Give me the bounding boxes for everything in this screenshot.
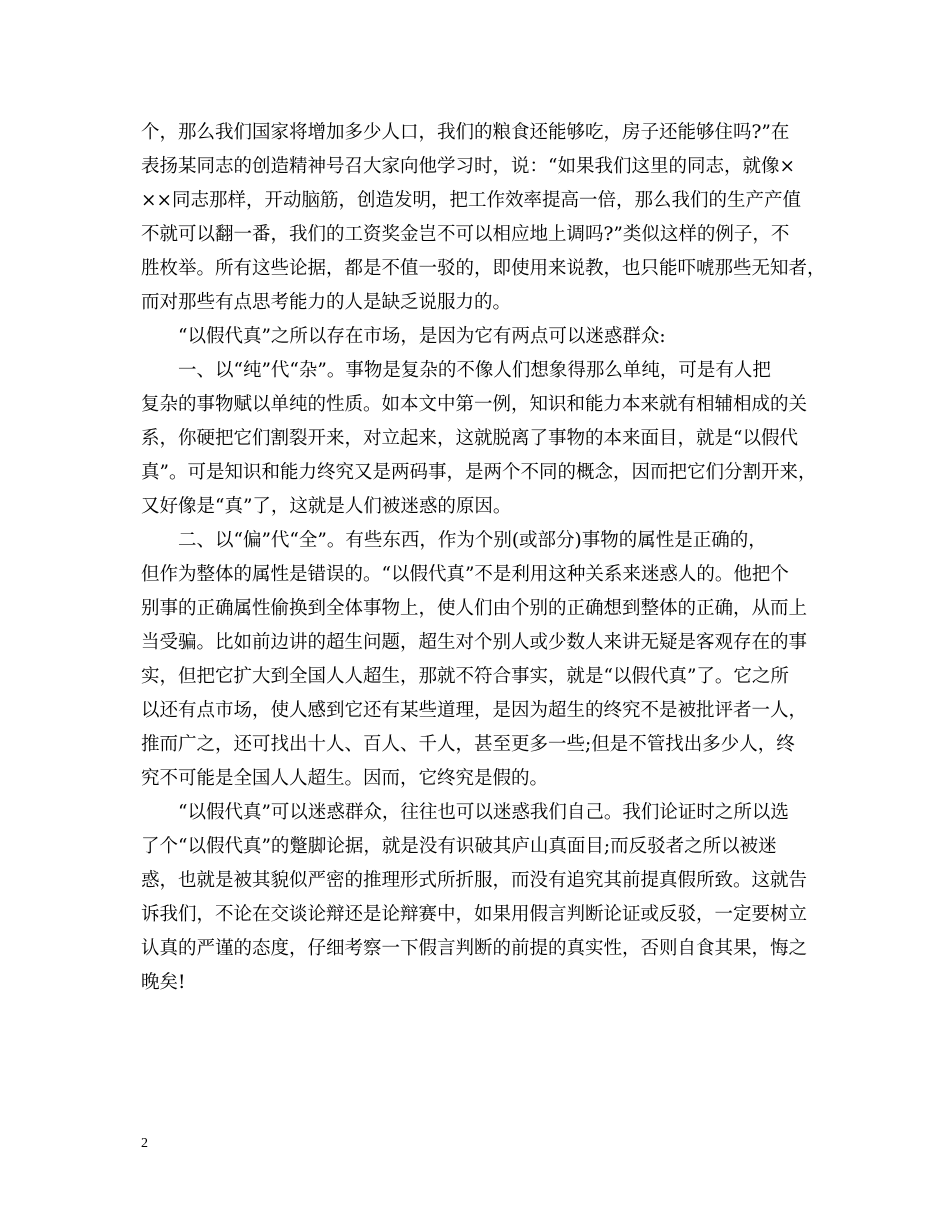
text-line: 究不可能是全国人人超生。因而，它终究是假的。: [141, 768, 549, 789]
text-line: 个，那么我们国家将增加多少人口，我们的粮食还能够吃，房子还能够住吗?”在: [141, 122, 790, 143]
paragraph-start-line: 二、以“偏”代“全”。有些东西，作为个别(或部分)事物的属性是正确的，: [178, 530, 767, 551]
text-line: 诉我们，不论在交谈论辩还是论辩赛中，如果用假言判断论证或反驳，一定要树立: [141, 904, 808, 925]
text-line: 推而广之，还可找出十人、百人、千人，甚至更多一些;但是不管找出多少人，终: [141, 734, 795, 755]
text-line: 系，你硬把它们割裂开来，对立起来，这就脱离了事物的本来面目，就是“以假代: [141, 428, 798, 449]
paragraph-start-line: 一、以“纯”代“杂”。事物是复杂的不像人们想象得那么单纯，可是有人把: [178, 360, 771, 381]
text-line: 晚矣!: [141, 972, 186, 993]
text-line: 表扬某同志的创造精神号召大家向他学习时，说：“如果我们这里的同志，就像×: [141, 156, 795, 177]
text-line: 当受骗。比如前边讲的超生问题，超生对个别人或少数人来讲无疑是客观存在的事: [141, 632, 808, 653]
text-line: 复杂的事物赋以单纯的性质。如本文中第一例，知识和能力本来就有相辅相成的关: [141, 394, 808, 415]
text-line: 但作为整体的属性是错误的。“以假代真”不是利用这种关系来迷惑人的。他把个: [141, 564, 789, 585]
paragraph-start-line: “以假代真”之所以存在市场，是因为它有两点可以迷惑群众:: [178, 326, 666, 347]
text-line: ××同志那样，开动脑筋，创造发明，把工作效率提高一倍，那么我们的生产产值: [141, 190, 802, 211]
text-line: 实，但把它扩大到全国人人超生，那就不符合事实，就是“以假代真”了。它之所: [141, 666, 789, 687]
text-line: 认真的严谨的态度，仔细考察一下假言判断的前提的真实性，否则自食其果，悔之: [141, 938, 808, 959]
text-line: 别事的正确属性偷换到全体事物上，使人们由个别的正确想到整体的正确，从而上: [141, 598, 808, 619]
text-line: 以还有点市场，使人感到它还有某些道理，是因为超生的终究不是被批评者一人，: [141, 700, 808, 721]
text-line: 惑，也就是被其貌似严密的推理形式所折服，而没有追究其前提真假所致。这就告: [141, 870, 808, 891]
page-number: 2: [141, 1136, 148, 1151]
document-body: [141, 116, 826, 1000]
paragraph-start-line: “以假代真”可以迷惑群众，往往也可以迷惑我们自己。我们论证时之所以选: [178, 802, 789, 823]
text-line: 又好像是“真”了，这就是人们被迷惑的原因。: [141, 496, 512, 517]
text-line: 真”。可是知识和能力终究又是两码事，是两个不同的概念，因而把它们分割开来，: [141, 462, 817, 483]
text-line: 了个“以假代真”的蹩脚论据，就是没有识破其庐山真面目;而反驳者之所以被迷: [141, 836, 777, 857]
text-line: 而对那些有点思考能力的人是缺乏说服力的。: [141, 292, 512, 313]
text-line: 不就可以翻一番，我们的工资奖金岂不可以相应地上调吗?”类似这样的例子，不: [141, 224, 790, 245]
text-line: 胜枚举。所有这些论据，都是不值一驳的，即使用来说教，也只能吓唬那些无知者，: [141, 258, 826, 279]
